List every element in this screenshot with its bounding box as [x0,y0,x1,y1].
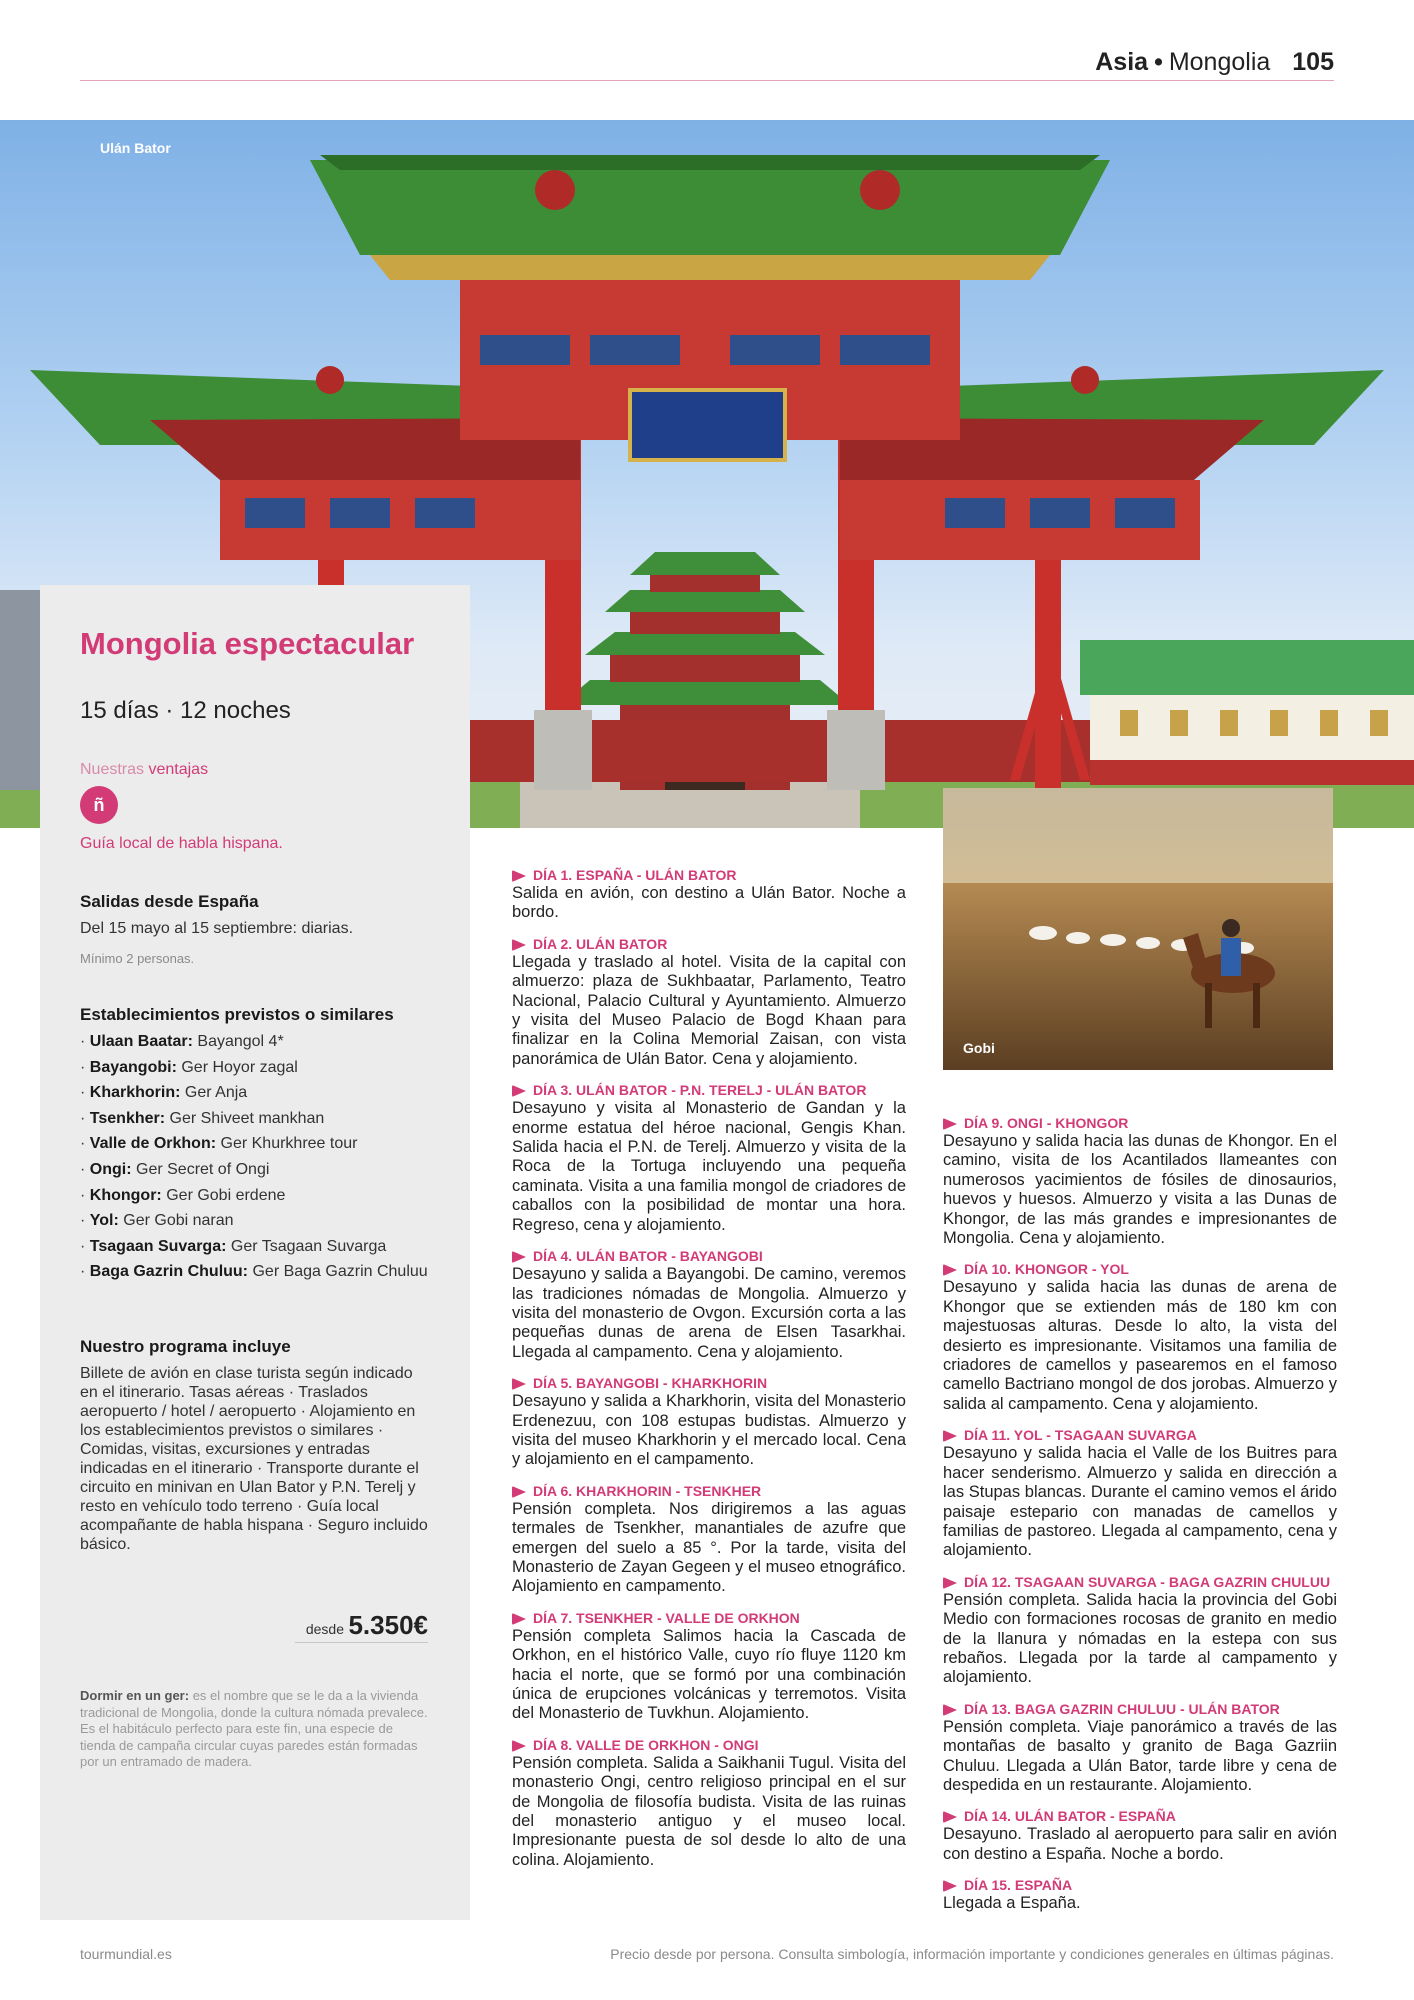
itinerary-column-right [943,1114,1337,1926]
itinerary-day [943,1260,1337,1414]
day-text: Pensión completa. Viaje panorámico a través de las montañas de basalto y granito de Baga Gazriin Chuluu. Llegada a Ulán Bator, tarde libre y cena de despedida en un restaurante. Alojamiento. [943,1717,1337,1794]
itinerary-day [512,1081,906,1235]
tour-title: Mongolia espectacular [80,626,415,661]
gobi-illustration [943,788,1333,1070]
day-text: Desayuno y salida hacia el Valle de los Buitres para hacer senderismo. Almuerzo y salida en dirección a las Stupas blancas. Durante el camino vemos el árido paisaje estepario con manadas de camellos y familias de pastoreo. Llegada al campamento, cena y alojamiento. [943,1444,1337,1560]
advantage-text: Guía local de habla hispana. [80,835,283,852]
itinerary-day [512,1609,906,1724]
footer-disclaimer: Precio desde por persona. Consulta simbología, información importante y condiciones generales en últimas páginas. [610,1946,1334,1962]
day-title: DÍA 13. BAGA GAZRIN CHULUU - ULÁN BATOR [943,1700,1337,1718]
itinerary-day [512,1482,906,1597]
tour-duration: 15 días · 12 noches [80,697,291,724]
day-title: DÍA 5. BAYANGOBI - KHARKHORIN [512,1374,906,1392]
advantages-label-light: Nuestras [80,761,145,778]
day-text: Llegada a España. [943,1894,1081,1913]
day-text: Pensión completa. Salida a Saikhanii Tugul. Visita del monasterio Ongi, centro religioso principal en el sur de Mongolia de filosofía budista. Visita de las ruinas del monasterio antiguo y el museo local. Impresionante puesta de sol desde lo alto de una colina. Alojamiento. [512,1753,906,1869]
sidebar-panel [40,585,470,1920]
hotel-item: · Tsagaan Suvarga: Ger Tsagaan Suvarga [80,1237,387,1255]
day-title: DÍA 8. VALLE DE ORKHON - ONGI [512,1736,906,1754]
hotel-item: · Ulaan Baatar: Bayangol 4* [80,1033,284,1050]
day-title: DÍA 11. YOL - TSAGAAN SUVARGA [943,1426,1337,1444]
advantages-label [80,761,208,779]
day-text: Desayuno. Traslado al aeropuerto para salir en avión con destino a España. Noche a bordo. [943,1825,1337,1863]
page-number: 105 [1292,48,1334,76]
hotel-item: · Baga Gazrin Chuluu: Ger Baga Gazrin Chuluu [80,1263,428,1281]
hotel-item: · Tsenkher: Ger Shiveet mankhan [80,1109,325,1127]
itinerary-day [943,1876,1337,1913]
itinerary-day [512,1247,906,1362]
hotel-item: · Yol: Ger Gobi naran [80,1212,234,1230]
departures-text: Del 15 mayo al 15 septiembre: diarias. [80,920,354,937]
day-title: DÍA 7. TSENKHER - VALLE DE ORKHON [512,1609,906,1627]
hotel-item: · Valle de Orkhon: Ger Khurkhree tour [80,1135,358,1153]
hotels-heading: Establecimientos previstos o similares [80,1005,394,1024]
itinerary-day [943,1807,1337,1864]
hotel-item: · Khongor: Ger Gobi erdene [80,1186,286,1204]
day-text: Desayuno y salida hacia las dunas de arena de Khongor que se extienden más de 180 km con majestuosas alturas. Desde lo alto, la vista del desierto es impresionante. Visitamos una familia de criadores de camellos y paseаremos en el famoso camello Bactriano mongol de dos jorobas. Almuerzo y salida al campamento. Cena y alojamiento. [943,1278,1337,1413]
hotel-item: · Kharkhorin: Ger Anja [80,1084,248,1102]
ger-note [80,1688,430,1771]
ger-note-text: es el nombre que se le da a la vivienda tradicional de Mongolia, donde la cultura nómada prevalece. Es el habitáculo perfecto para este fin, una especie de tienda de campaña circular cuyas paredes están formadas por un entramado de madera. [80,1688,428,1769]
day-title: DÍA 9. ONGI - KHONGOR [943,1114,1337,1132]
itinerary-day [512,1374,906,1470]
day-text: Pensión completa. Nos dirigiremos a las aguas termales de Tsenkher, manantiales de azufre que emergen del suelo a 85 °. Por la tarde, visita del Monasterio de Zayan Gegeen y el museo etnográfico. Alojamiento en campamento. [512,1499,906,1596]
itinerary-column-left [512,866,906,1882]
price-value: 5.350€ [348,1610,428,1640]
header-breadcrumb [1095,48,1334,77]
day-text: Desayuno y visita al Monasterio de Gandan y la enorme estatua del héroe nacional, Gengis Khan. Salida hacia el P.N. de Terelj. Almuerzo y visita de la Roca de la Tortuga incluyendo una pequeña caminata. Visita a una familia mongol de criadores de caballos con la posibilidad de montar una hora. Regreso, cena y alojamiento. [512,1099,906,1234]
itinerary-day [943,1426,1337,1560]
hotel-item: · Bayangobi: Ger Hoyor zagal [80,1058,298,1076]
hero-caption: Ulán Bator [100,140,171,156]
header-region: Asia [1095,48,1149,76]
includes-heading: Nuestro programa incluye [80,1337,291,1356]
itinerary-day [943,1573,1337,1688]
day-title: DÍA 3. ULÁN BATOR - P.N. TERELJ - ULÁN BATOR [512,1081,906,1099]
price-block [295,1610,428,1643]
day-text: Desayuno y salida a Bayangobi. De camino, veremos las tradiciones nómadas de Mongolia. Almuerzo y visita del monasterio de Ovgon. Excursión corta a las pequeñas dunas de arena de Elsen Tasarkhai. Llegada al campamento. Cena y alojamiento. [512,1265,906,1361]
day-title: DÍA 2. ULÁN BATOR [512,935,906,953]
price-label: desde [305,1621,345,1637]
day-title: DÍA 4. ULÁN BATOR - BAYANGOBI [512,1247,906,1265]
itinerary-day [512,1736,906,1870]
footer-website: tourmundial.es [80,1946,172,1962]
day-text: Llegada y traslado al hotel. Visita de la capital con almuerzo: plaza de Sukhbaatar, Parlamento, Teatro Nacional, Palacio Cultural y Ayuntamiento. Almuerzo y visita del Museo Palacio de Bogd Khaan para finalizar en la Colina Memorial Zaisan, con vista panorámica de Ulán Bator. Cena y alojamiento. [512,952,906,1068]
day-title: DÍA 1. ESPAÑA - ULÁN BATOR [512,866,906,884]
includes-text: Billete de avión en clase turista según indicado en el itinerario. Tasas aéreas · Traslados aeropuerto / hotel / aeropuerto · Alojamiento en los establecimientos previstos o similares · Comidas, visitas, excursiones y entradas indicadas en el itinerario · Transporte durante el circuito en minivan en Ulan Bator y P.N. Terelj y resto en vehículo todo terreno · Guía local acompañante de habla hispana · Seguro incluido básico. [80,1365,428,1553]
day-title: DÍA 15. ESPAÑA [943,1876,1337,1894]
gobi-photo [943,788,1333,1070]
photo-caption: Gobi [963,1040,995,1056]
day-text: Pensión completa. Salida hacia la provincia del Gobi Medio con formaciones rocosas de granito en medio de la llanura y nómadas en la estepa con sus rebaños. Llegada por la tarde al campamento y alojamiento. [943,1590,1337,1687]
day-text: Desayuno y salida hacia las dunas de Khongor. En el camino, visita de los Acantilados llameantes con numerosos yacimientos de fósiles de dinosaurios, huevos y huesos. Almuerzo y visita a las Dunas de Khongor, de las más grandes e impresionantes de Mongolia. Cena y alojamiento. [943,1132,1337,1248]
page-header [80,44,1334,81]
header-separator: • [1154,48,1163,76]
day-title: DÍA 10. KHONGOR - YOL [943,1260,1337,1278]
day-text: Salida en avión, con destino a Ulán Bator. Noche a bordo. [512,884,906,922]
header-country: Mongolia [1168,48,1271,76]
advantages-label-strong: ventajas [148,761,209,778]
hotel-item: · Ongi: Ger Secret of Ongi [80,1160,270,1178]
day-text: Pensión completa Salimos hacia la Cascada de Orkhon, en el histórico Valle, cuyo río fluye 1120 km hacia el norte, que se formó por una combinación única de erupciones volcánicas y terremotos. Visita del Monasterio de Tuvkhun. Alojamiento. [512,1626,906,1723]
departures-note: Mínimo 2 personas. [80,951,195,966]
spanish-guide-icon: ñ [80,786,118,824]
itinerary-day [512,935,906,1069]
day-title: DÍA 6. KHARKHORIN - TSENKHER [512,1482,906,1500]
day-title: DÍA 14. ULÁN BATOR - ESPAÑA [943,1807,1337,1825]
day-title: DÍA 12. TSAGAAN SUVARGA - BAGA GAZRIN CHULUU [943,1573,1337,1591]
itinerary-day [512,866,906,923]
ger-note-title: Dormir en un ger: [80,1688,190,1703]
itinerary-day [943,1114,1337,1248]
itinerary-day [943,1700,1337,1796]
departures-heading: Salidas desde España [80,892,259,911]
hotels-list [80,1029,430,1285]
day-text: Desayuno y salida a Kharkhorin, visita del Monasterio Erdenezuu, con 108 estupas budistas. Almuerzo y visita del museo Kharkhorin y el mercado local. Cena y alojamiento en el campamento. [512,1392,906,1469]
